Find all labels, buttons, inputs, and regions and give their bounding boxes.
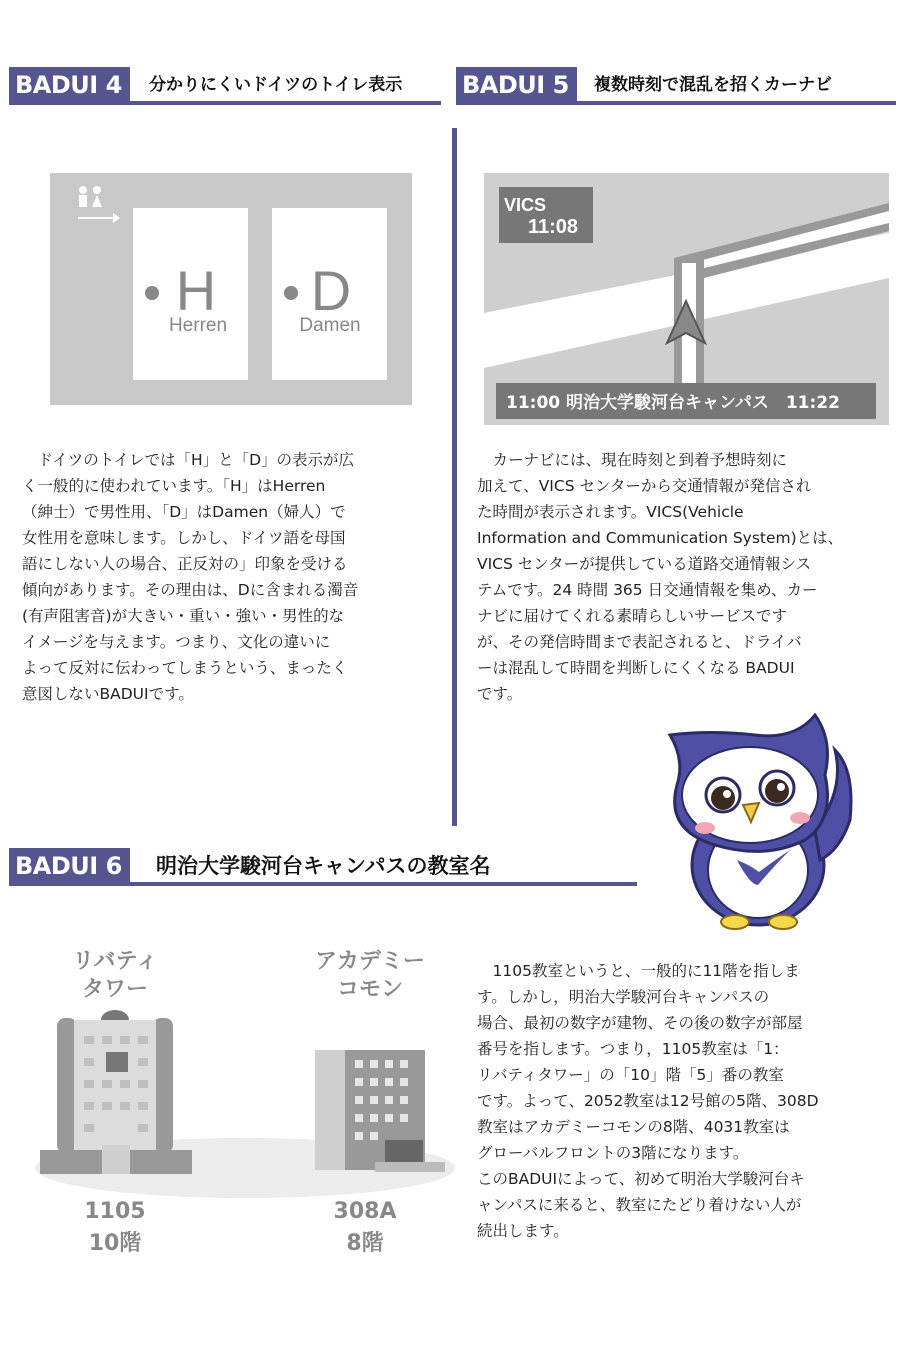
door-h-letter: H — [175, 259, 217, 322]
car-navigation-illustration — [484, 173, 889, 425]
door-d-letter: D — [310, 259, 352, 322]
badui5-title: 複数時刻で混乱を招くカーナビ — [594, 75, 832, 95]
badui4-header — [9, 67, 441, 105]
badui6-body-text: 1105教室というと、一般的に11階を指しま す。しかし，明治大学駿河台キャンパスの 場合、最初の数字が建物、その後の数字が部屋 番号を指します。つまり，1105教室は「1： リバティタワー」の「10」階「5」番の教室 です。よって、2052教室は12号館の5階、308D 教室はアカデミーコモンの8階、4031教室は グローバルフロントの3階になります。 このBADUIによって、初めて明治大学駿河台キ ャンパスに来ると、教室にたどり着けない人が 続出します。 — [477, 962, 819, 1240]
bldg1-name-line2: タワー — [81, 977, 149, 1002]
badui6-header — [9, 848, 637, 886]
badui4-tag: BADUI 4 — [9, 67, 130, 103]
badui4-underline — [9, 101, 441, 105]
bldg2-floor: 8階 — [346, 1231, 384, 1256]
badui6-tag: BADUI 6 — [9, 848, 130, 884]
badui5-tag: BADUI 5 — [456, 67, 577, 103]
badui6-underline — [9, 882, 637, 886]
door-h-word: Herren — [168, 315, 228, 336]
toilet-doors-illustration — [50, 173, 412, 405]
bldg1-floor: 10階 — [88, 1231, 142, 1256]
bldg2-name-line2: コモン — [336, 977, 404, 1002]
bldg2-room: 308A — [333, 1199, 397, 1224]
owl-mascot-illustration — [655, 700, 863, 932]
vics-time: 11:08 — [528, 216, 579, 238]
badui5-underline — [456, 101, 896, 105]
campus-buildings-illustration — [30, 940, 455, 1260]
bldg2-name-line1: アカデミー — [315, 949, 425, 974]
door-d-word: Damen — [299, 315, 361, 336]
nav-bottom-bar-text: 11:00 明治大学駿河台キャンパス 11:22 — [506, 393, 840, 413]
column-divider — [452, 128, 457, 826]
bldg1-name-line1: リバティ — [72, 949, 158, 974]
badui5-body-text: カーナビには、現在時刻と到着予想時刻に 加えて、VICS センターから交通情報が発信され た時間が表示されます。VICS(Vehicle Information and Communication System)とは、 VICS センターが提供している道路交通情報シス テムです。24 時間 365 日交通情報を集め、カー ナビに届けてくれる素晴らしいサービスです が、その発信時間まで表記されると、ドライバ ーは混乱して時間を判断しにくくなる BADUI です。 — [477, 451, 844, 703]
vics-label: VICS — [504, 195, 547, 215]
badui4-title: 分かりにくいドイツのトイレ表示 — [149, 75, 403, 95]
badui6-title: 明治大学駿河台キャンパスの教室名 — [156, 854, 491, 878]
badui5-header — [456, 67, 896, 105]
bldg1-room: 1105 — [84, 1199, 146, 1224]
badui4-body-text: ドイツのトイレでは「H」と「D」の表示が広 く一般的に使われています。「H」はHerren （紳士）で男性用、「D」はDamen（婦人）で 女性用を意味します。しかし、ドイツ語を母国 語にしない人の場合、正反対の」印象を受ける 傾向があります。その理由は、Dに含まれる濁音 (有声阻害音)が大きい・重い・強い・男性的な イメージを与えます。つまり、文化の違いに よって反対に伝わってしまうという、まったく 意図しないBADUIです。 — [22, 451, 359, 703]
